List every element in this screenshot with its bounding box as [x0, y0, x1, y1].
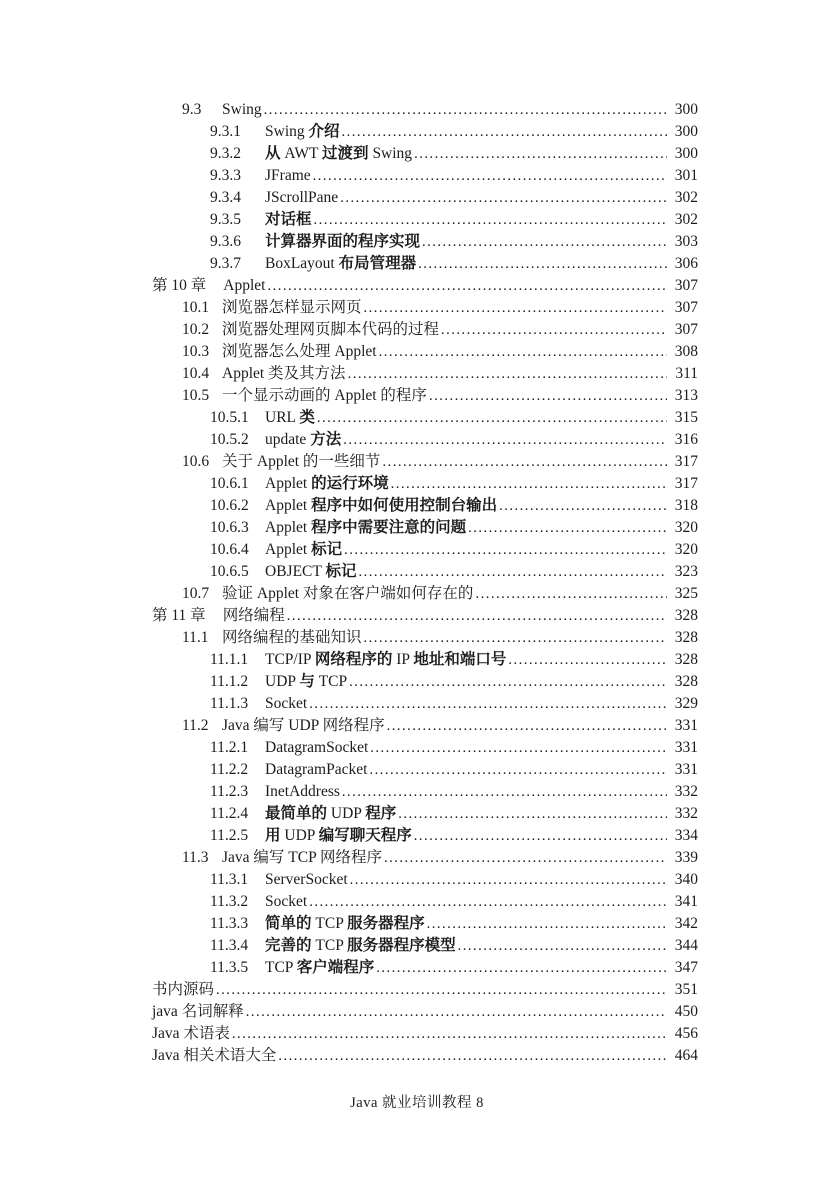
toc-entry — [152, 627, 698, 649]
toc-entry-number: 11.2.2 — [210, 761, 249, 778]
dot-leader — [468, 517, 667, 539]
toc-entry-title: TCP/IP 网络程序的 IP 地址和端口号 — [265, 651, 507, 668]
toc-entry — [152, 385, 698, 407]
toc-entry-number: 10.2 — [182, 321, 210, 338]
toc-entry — [152, 847, 698, 869]
toc-entry — [152, 407, 698, 429]
toc-entry-page: 311 — [675, 365, 698, 382]
toc-entry-page: 313 — [674, 387, 698, 404]
toc-entry-page: 347 — [674, 959, 698, 976]
toc-entry-title: DatagramPacket — [265, 761, 368, 778]
toc-entry-number: 10.5.1 — [210, 409, 249, 426]
toc-entry-number: 11.3.3 — [210, 915, 249, 932]
toc-entry-title: Socket — [265, 893, 308, 910]
toc-entry-number: 10.3 — [182, 343, 210, 360]
toc-entry — [152, 99, 698, 121]
toc-entry-number: 10.4 — [182, 365, 210, 382]
toc-entry-page: 307 — [674, 277, 698, 294]
toc-entry-page: 331 — [674, 739, 698, 756]
toc-entry-page: 339 — [674, 849, 698, 866]
toc-entry-title: 简单的 TCP 服务器程序 — [265, 915, 425, 932]
dot-leader — [344, 539, 667, 561]
toc-entry-page: 328 — [674, 651, 698, 668]
toc-entry-number: 9.3.4 — [210, 189, 241, 206]
toc-entry-page: 332 — [674, 783, 698, 800]
dot-leader — [309, 891, 667, 913]
toc-entry-title: 完善的 TCP 服务器程序模型 — [265, 937, 456, 954]
dot-leader — [441, 319, 667, 341]
toc-entry-title: Java 术语表 — [152, 1025, 230, 1042]
toc-entry — [152, 781, 698, 803]
toc-entry-page: 307 — [674, 321, 698, 338]
toc-entry-number: 9.3.5 — [210, 211, 241, 228]
toc-entry-title: 验证 Applet 对象在客户端如何存在的 — [222, 585, 474, 602]
toc-entry-page: 302 — [674, 211, 698, 228]
dot-leader — [376, 957, 667, 979]
toc-entry-title: 一个显示动画的 Applet 的程序 — [222, 387, 427, 404]
dot-leader — [414, 825, 667, 847]
toc-entry-number: 10.7 — [182, 585, 210, 602]
toc-entry-page: 328 — [674, 629, 698, 646]
toc-entry-number: 11.1.1 — [210, 651, 249, 668]
toc-entry-page: 306 — [674, 255, 698, 272]
toc-entry — [152, 209, 698, 231]
toc-entry — [152, 869, 698, 891]
toc-entry-page: 328 — [674, 673, 698, 690]
dot-leader — [370, 737, 667, 759]
toc-entry-number: 11.2.5 — [210, 827, 249, 844]
toc-entry-number: 10.6.2 — [210, 497, 249, 514]
toc-entry-title: Socket — [265, 695, 308, 712]
dot-leader — [364, 297, 667, 319]
toc-entry — [152, 759, 698, 781]
toc-entry-page: 300 — [674, 145, 698, 162]
toc-entry — [152, 1001, 698, 1023]
dot-leader — [429, 385, 667, 407]
toc-entry-page: 308 — [674, 343, 698, 360]
toc-entry-title: 浏览器处理网页脚本代码的过程 — [222, 321, 440, 338]
toc-entry — [152, 297, 698, 319]
toc-entry-page: 334 — [674, 827, 698, 844]
toc-entry-number: 10.5.2 — [210, 431, 249, 448]
toc-entry-number: 10.6.1 — [210, 475, 249, 492]
toc-entry-title: InetAddress — [265, 783, 340, 800]
toc-entry-number: 10.6.5 — [210, 563, 249, 580]
toc-entry — [152, 165, 698, 187]
toc-entry — [152, 649, 698, 671]
toc-entry-page: 301 — [674, 167, 698, 184]
dot-leader — [384, 847, 667, 869]
toc-entry-title: 计算器界面的程序实现 — [265, 233, 421, 250]
toc-entry-title: JFrame — [265, 167, 311, 184]
toc-entry — [152, 275, 698, 297]
dot-leader — [414, 143, 667, 165]
toc-entry-title: 浏览器怎样显示网页 — [222, 299, 362, 316]
toc-entry-title: ServerSocket — [265, 871, 348, 888]
toc-entry — [152, 187, 698, 209]
toc-entry-title: 关于 Applet 的一些细节 — [222, 453, 381, 470]
toc-entry-page: 331 — [674, 761, 698, 778]
toc-entry-title: Java 编写 TCP 网络程序 — [222, 849, 383, 866]
toc-entry-number: 11.3.1 — [210, 871, 249, 888]
toc-entry-number: 10.6.4 — [210, 541, 249, 558]
toc-entry-title: UDP 与 TCP — [265, 673, 348, 690]
toc-entry-title: Applet — [223, 277, 266, 294]
toc-entry-page: 315 — [674, 409, 698, 426]
toc-entry-page: 340 — [674, 871, 698, 888]
toc-entry-title: TCP 客户端程序 — [265, 959, 375, 976]
table-of-contents — [152, 99, 698, 1067]
toc-entry-number: 11.2.1 — [210, 739, 249, 756]
toc-entry-page: 464 — [674, 1047, 698, 1064]
dot-leader — [216, 979, 667, 1001]
toc-entry-number: 11.3.5 — [210, 959, 249, 976]
toc-entry — [152, 803, 698, 825]
page-footer: Java 就业培训教程 8 — [350, 1095, 484, 1111]
toc-entry — [152, 429, 698, 451]
toc-entry — [152, 143, 698, 165]
dot-leader — [232, 1023, 667, 1045]
dot-leader — [391, 473, 667, 495]
toc-entry-number: 9.3.3 — [210, 167, 241, 184]
toc-entry — [152, 341, 698, 363]
toc-entry-title: 书内源码 — [152, 981, 215, 998]
toc-entry-title: 从 AWT 过渡到 Swing — [265, 145, 413, 162]
toc-entry — [152, 935, 698, 957]
dot-leader — [427, 913, 667, 935]
dot-leader — [387, 715, 667, 737]
toc-entry-page: 303 — [674, 233, 698, 250]
toc-entry — [152, 121, 698, 143]
dot-leader — [342, 781, 667, 803]
dot-leader — [422, 231, 667, 253]
toc-entry-page: 317 — [674, 453, 698, 470]
toc-entry-number: 11.2.3 — [210, 783, 249, 800]
toc-entry-number: 10.6.3 — [210, 519, 249, 536]
toc-entry-number: 9.3.1 — [210, 123, 241, 140]
dot-leader — [350, 869, 667, 891]
toc-entry — [152, 715, 698, 737]
dot-leader — [475, 583, 667, 605]
toc-entry-title: 网络编程 — [222, 607, 285, 624]
toc-entry-page: 341 — [674, 893, 698, 910]
toc-entry-title: Applet 程序中需要注意的问题 — [265, 519, 467, 536]
toc-entry — [152, 319, 698, 341]
toc-entry-title: URL 类 — [265, 409, 315, 426]
dot-leader — [369, 759, 667, 781]
dot-leader — [458, 935, 667, 957]
toc-entry-page: 450 — [674, 1003, 698, 1020]
toc-entry-title: Swing 介绍 — [265, 123, 340, 140]
toc-entry-page: 318 — [674, 497, 698, 514]
toc-entry — [152, 737, 698, 759]
dot-leader — [267, 275, 667, 297]
dot-leader — [314, 209, 667, 231]
dot-leader — [379, 341, 667, 363]
toc-entry-title: 浏览器怎么处理 Applet — [222, 343, 377, 360]
toc-entry-page: 332 — [674, 805, 698, 822]
toc-entry — [152, 979, 698, 1001]
toc-entry — [152, 913, 698, 935]
toc-entry-title: OBJECT 标记 — [265, 563, 357, 580]
toc-entry — [152, 605, 698, 627]
toc-entry-number: 11.3.4 — [210, 937, 249, 954]
dot-leader — [342, 121, 667, 143]
toc-entry-page: 351 — [674, 981, 698, 998]
toc-entry-title: update 方法 — [265, 431, 342, 448]
toc-entry-number: 11.3.2 — [210, 893, 249, 910]
toc-entry-page: 331 — [674, 717, 698, 734]
toc-entry-title: Swing — [222, 101, 262, 118]
dot-leader — [313, 165, 667, 187]
toc-entry-page: 300 — [674, 123, 698, 140]
dot-leader — [287, 605, 667, 627]
dot-leader — [278, 1045, 667, 1067]
toc-entry-number: 10.1 — [182, 299, 210, 316]
toc-entry — [152, 473, 698, 495]
toc-entry — [152, 451, 698, 473]
dot-leader — [340, 187, 667, 209]
toc-entry-number: 第 11 章 — [152, 607, 206, 624]
toc-entry — [152, 495, 698, 517]
toc-entry — [152, 583, 698, 605]
toc-entry — [152, 891, 698, 913]
toc-entry-page: 342 — [674, 915, 698, 932]
toc-entry-title: Applet 标记 — [265, 541, 343, 558]
toc-entry — [152, 517, 698, 539]
dot-leader — [508, 649, 667, 671]
toc-entry-page: 323 — [674, 563, 698, 580]
dot-leader — [309, 693, 667, 715]
dot-leader — [382, 451, 667, 473]
toc-entry-page: 320 — [674, 519, 698, 536]
toc-entry-number: 10.5 — [182, 387, 210, 404]
toc-entry — [152, 561, 698, 583]
toc-entry-number: 11.2.4 — [210, 805, 249, 822]
dot-leader — [358, 561, 667, 583]
toc-entry-number: 11.1 — [182, 629, 209, 646]
dot-leader — [246, 1001, 667, 1023]
toc-entry-number: 11.2 — [182, 717, 209, 734]
toc-entry — [152, 1045, 698, 1067]
dot-leader — [349, 671, 667, 693]
toc-entry-page: 316 — [674, 431, 698, 448]
toc-entry-number: 9.3.2 — [210, 145, 241, 162]
toc-entry-number: 11.1.3 — [210, 695, 249, 712]
dot-leader — [499, 495, 667, 517]
dot-leader — [317, 407, 667, 429]
dot-leader — [398, 803, 667, 825]
toc-entry-page: 320 — [674, 541, 698, 558]
dot-leader — [348, 363, 667, 385]
toc-entry-page: 307 — [674, 299, 698, 316]
toc-entry — [152, 825, 698, 847]
toc-entry-number: 9.3.6 — [210, 233, 241, 250]
toc-entry-title: 对话框 — [265, 211, 312, 228]
toc-entry-page: 328 — [674, 607, 698, 624]
toc-entry — [152, 671, 698, 693]
toc-entry-title: DatagramSocket — [265, 739, 369, 756]
toc-entry — [152, 539, 698, 561]
toc-entry — [152, 693, 698, 715]
toc-entry-number: 11.3 — [182, 849, 209, 866]
toc-entry-number: 9.3 — [182, 101, 202, 118]
toc-entry-number: 第 10 章 — [152, 277, 207, 294]
toc-entry-page: 302 — [674, 189, 698, 206]
dot-leader — [264, 99, 667, 121]
toc-entry-number: 10.6 — [182, 453, 210, 470]
toc-entry-number: 11.1.2 — [210, 673, 249, 690]
toc-entry-title: 网络编程的基础知识 — [222, 629, 362, 646]
toc-entry — [152, 253, 698, 275]
toc-entry-page: 344 — [674, 937, 698, 954]
toc-entry-page: 317 — [674, 475, 698, 492]
toc-entry-page: 325 — [674, 585, 698, 602]
dot-leader — [343, 429, 667, 451]
dot-leader — [418, 253, 667, 275]
toc-entry — [152, 1023, 698, 1045]
toc-entry-title: 最简单的 UDP 程序 — [265, 805, 397, 822]
toc-entry — [152, 363, 698, 385]
toc-entry-number: 9.3.7 — [210, 255, 241, 272]
toc-entry-title: 用 UDP 编写聊天程序 — [265, 827, 412, 844]
toc-entry-page: 329 — [674, 695, 698, 712]
dot-leader — [364, 627, 667, 649]
toc-entry-title: java 名词解释 — [152, 1003, 244, 1020]
toc-entry-title: Java 编写 UDP 网络程序 — [222, 717, 385, 734]
toc-entry-title: Applet 类及其方法 — [222, 365, 346, 382]
toc-entry-title: BoxLayout 布局管理器 — [265, 255, 417, 272]
toc-entry-title: Java 相关术语大全 — [152, 1047, 277, 1064]
toc-entry-page: 300 — [674, 101, 698, 118]
toc-entry-page: 456 — [674, 1025, 698, 1042]
toc-entry-title: Applet 程序中如何使用控制台输出 — [265, 497, 498, 514]
toc-entry-title: JScrollPane — [265, 189, 339, 206]
toc-entry — [152, 231, 698, 253]
toc-entry — [152, 957, 698, 979]
toc-entry-title: Applet 的运行环境 — [265, 475, 389, 492]
